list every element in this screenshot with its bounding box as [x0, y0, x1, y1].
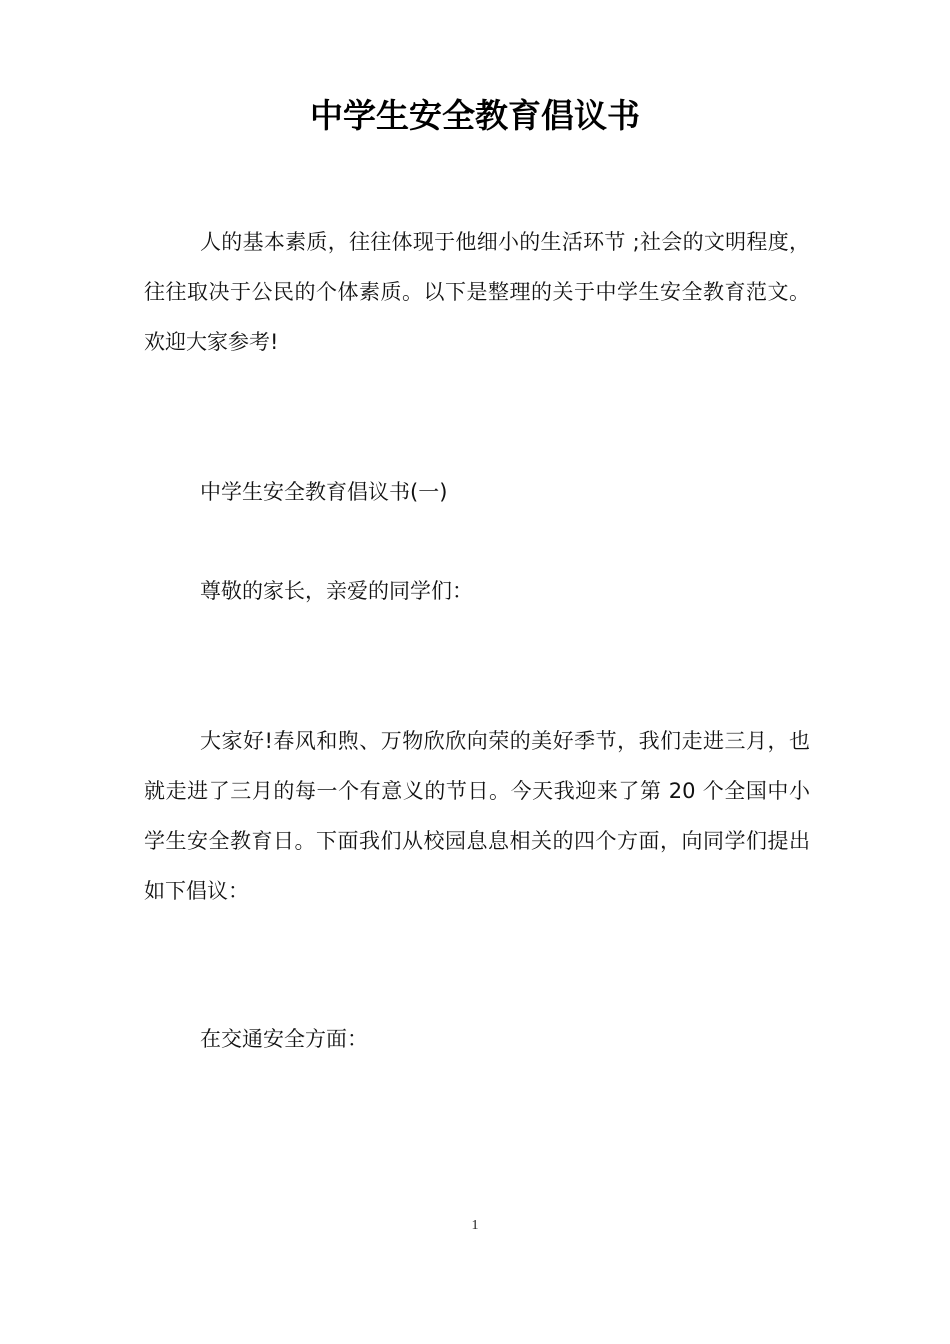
intro-paragraph: 人的基本素质，往往体现于他细小的生活环节 ;社会的文明程度，往往取决于公民的个体素质。以下是整理的关于中学生安全教育范文。欢迎大家参考! [144, 230, 810, 354]
body-paragraph: 大家好!春风和煦、万物欣欣向荣的美好季节，我们走进三月，也就走进了三月的每一个有意义的节日。今天我迎来了第 20 个全国中小学生安全教育日。下面我们从校园息息相关的四个方面，向同学们提出如下倡议： [144, 729, 810, 903]
section-subtitle: 中学生安全教育倡议书(一) [200, 480, 448, 504]
document-title: 中学生安全教育倡议书 [310, 96, 640, 135]
page-number: 1 [471, 1218, 479, 1233]
traffic-safety-heading: 在交通安全方面： [200, 1027, 368, 1051]
greeting-paragraph: 尊敬的家长，亲爱的同学们： [200, 579, 473, 603]
